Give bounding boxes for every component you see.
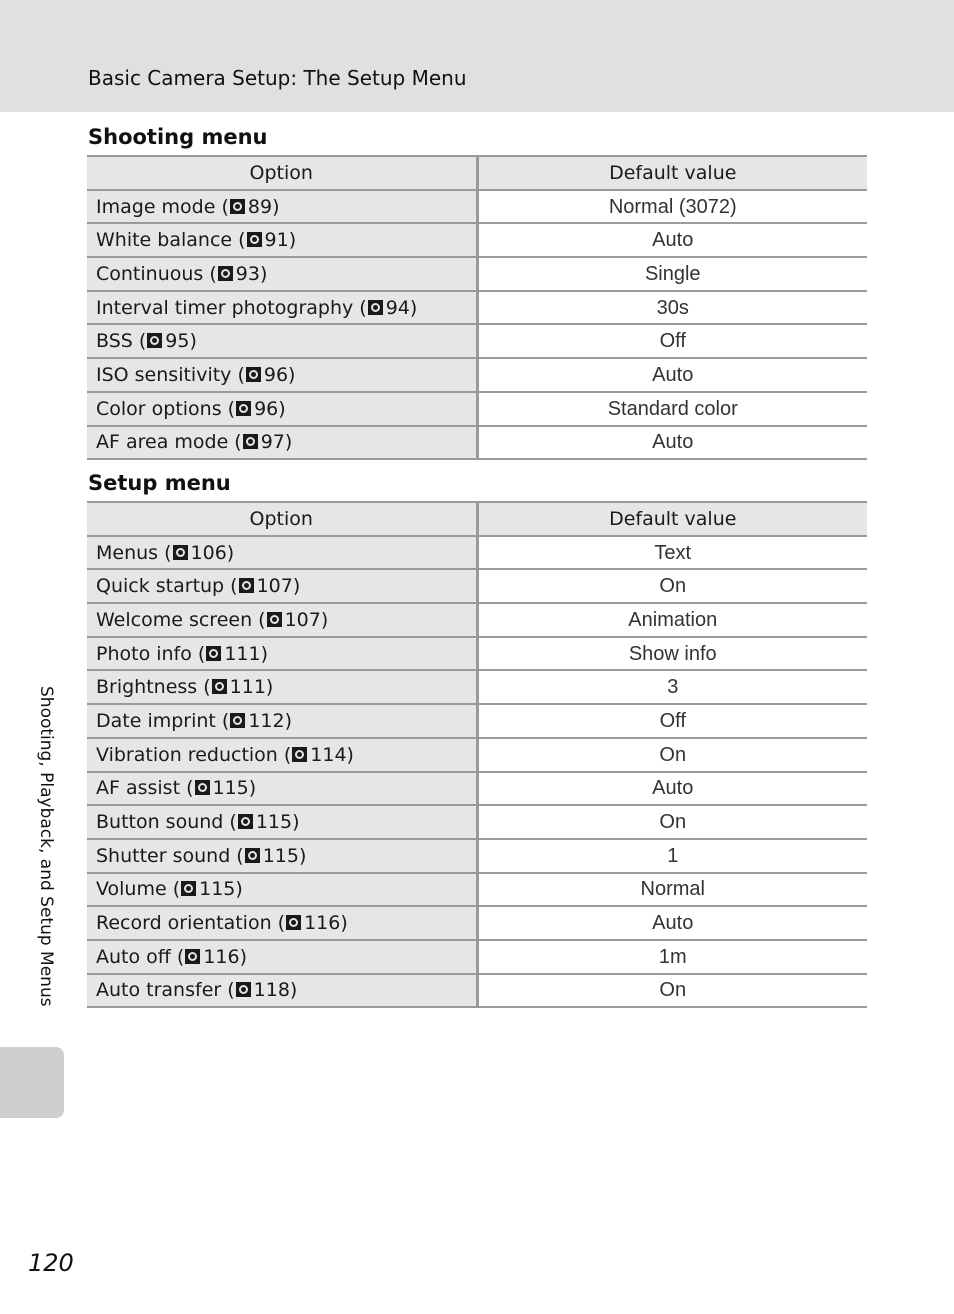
option-cell [87,772,477,806]
shooting-menu-table [87,155,867,460]
default-value-cell: Auto [477,426,867,460]
default-value-cell: On [477,805,867,839]
page-reference: 94) [385,296,418,319]
option-label: Menus ( [96,541,172,564]
page-reference-icon [292,747,307,762]
page-reference-icon [230,713,245,728]
table-row [87,190,867,224]
page-reference-icon [286,915,301,930]
default-value-cell: Show info [477,637,867,671]
option-label: Auto transfer ( [96,979,235,1002]
column-header-default-value: Default value [477,502,867,536]
setup-menu-table [87,501,867,1008]
page-reference: 89) [247,195,280,218]
option-label: Image mode ( [96,195,229,218]
table-row [87,536,867,570]
table-row [87,974,867,1008]
page-reference: 93) [235,262,268,285]
page-header [0,0,954,112]
option-cell [87,704,477,738]
page-reference: 116) [203,945,248,968]
default-value-cell: Animation [477,603,867,637]
table-row [87,392,867,426]
page-reference: 115) [212,777,257,800]
option-label: Vibration reduction ( [96,743,292,766]
option-label: AF area mode ( [96,431,242,454]
default-value-cell: On [477,569,867,603]
default-value-cell: 1m [477,940,867,974]
option-label: Volume ( [96,878,181,901]
table-row [87,569,867,603]
option-cell [87,291,477,325]
page-reference: 115) [255,811,300,834]
table-row [87,426,867,460]
page-reference-icon [243,434,258,449]
table-header-row [87,502,867,536]
page-reference-icon [239,578,254,593]
option-cell [87,738,477,772]
default-value-cell: Text [477,536,867,570]
default-value-cell: 30s [477,291,867,325]
option-label: Interval timer photography ( [96,296,367,319]
option-label: White balance ( [96,229,246,252]
table-row [87,358,867,392]
option-cell [87,873,477,907]
default-value-cell: On [477,738,867,772]
page-reference: 111) [224,642,269,665]
option-cell [87,839,477,873]
default-value-cell: On [477,974,867,1008]
table-row [87,291,867,325]
header-title: Basic Camera Setup: The Setup Menu [88,66,467,90]
page-reference-icon [236,401,251,416]
option-label: Color options ( [96,397,236,420]
default-value-cell: Single [477,257,867,291]
table-row [87,873,867,907]
column-header-option: Option [87,156,477,190]
page-reference: 95) [165,330,197,353]
default-value-cell: Auto [477,772,867,806]
table-row [87,940,867,974]
option-label: Photo info ( [96,642,206,665]
default-value-cell: 3 [477,670,867,704]
option-cell [87,536,477,570]
option-cell [87,906,477,940]
table-row [87,324,867,358]
default-value-cell: Normal (3072) [477,190,867,224]
option-cell [87,223,477,257]
table-row [87,906,867,940]
table-row [87,704,867,738]
page-reference: 115) [199,878,243,901]
option-cell [87,805,477,839]
default-value-cell: Standard color [477,392,867,426]
table-row [87,772,867,806]
default-value-cell: 1 [477,839,867,873]
option-label: BSS ( [96,330,147,353]
page-reference-icon [218,266,233,281]
page-reference: 114) [310,743,354,766]
option-cell [87,426,477,460]
table-row [87,257,867,291]
page-reference-icon [368,300,383,315]
page-reference-icon [212,679,227,694]
page-reference: 111) [229,676,274,699]
table-row [87,805,867,839]
page-reference: 115) [262,844,307,867]
table-row [87,738,867,772]
option-cell [87,637,477,671]
option-label: Shutter sound ( [96,844,244,867]
default-value-cell: Off [477,704,867,738]
table-row [87,637,867,671]
option-cell [87,257,477,291]
sidebar-tab-marker [0,1047,64,1118]
page-reference: 96) [254,397,286,420]
default-value-cell: Normal [477,873,867,907]
page-reference-icon [247,232,262,247]
table-row [87,670,867,704]
page-reference-icon [195,780,210,795]
table-header-row [87,156,867,190]
option-cell [87,190,477,224]
option-label: Record orientation ( [96,912,286,935]
option-label: Continuous ( [96,262,217,285]
option-cell [87,569,477,603]
page-reference: 112) [248,709,293,732]
option-label: Quick startup ( [96,575,238,598]
option-label: Auto off ( [96,945,185,968]
page-reference-icon [236,982,251,997]
table-row [87,603,867,637]
page-reference-icon [267,612,282,627]
page-reference: 107) [256,575,301,598]
page-reference-icon [238,814,253,829]
default-value-cell: Auto [477,358,867,392]
option-cell [87,324,477,358]
default-value-cell: Off [477,324,867,358]
column-header-default-value: Default value [477,156,867,190]
page-reference: 91) [264,229,297,252]
page-number: 120 [28,1249,74,1277]
option-cell [87,974,477,1008]
option-label: Button sound ( [96,811,237,834]
page-reference-icon [245,848,260,863]
page-reference: 96) [263,363,296,386]
table-row [87,223,867,257]
shooting-menu-title: Shooting menu [88,125,268,149]
page-reference: 106) [190,541,235,564]
option-cell [87,940,477,974]
option-cell [87,670,477,704]
page-reference-icon [173,545,188,560]
option-label: Brightness ( [96,676,211,699]
option-cell [87,392,477,426]
page-reference: 118) [253,979,298,1002]
page-reference-icon [230,199,245,214]
default-value-cell: Auto [477,223,867,257]
table-row [87,839,867,873]
page-reference-icon [246,367,261,382]
option-label: ISO sensitivity ( [96,363,245,386]
page-reference-icon [185,949,200,964]
page-reference-icon [147,333,162,348]
page-reference-icon [181,881,196,896]
default-value-cell: Auto [477,906,867,940]
page-reference: 116) [304,912,348,935]
page-reference: 97) [260,431,293,454]
column-header-option: Option [87,502,477,536]
option-label: Welcome screen ( [96,608,266,631]
option-label: AF assist ( [96,777,194,800]
option-cell [87,603,477,637]
page-reference-icon [206,646,221,661]
option-label: Date imprint ( [96,709,230,732]
setup-menu-title: Setup menu [88,471,231,495]
page-reference: 107) [284,608,329,631]
option-cell [87,358,477,392]
sidebar-section-label: Shooting, Playback, and Setup Menus [36,686,56,1007]
